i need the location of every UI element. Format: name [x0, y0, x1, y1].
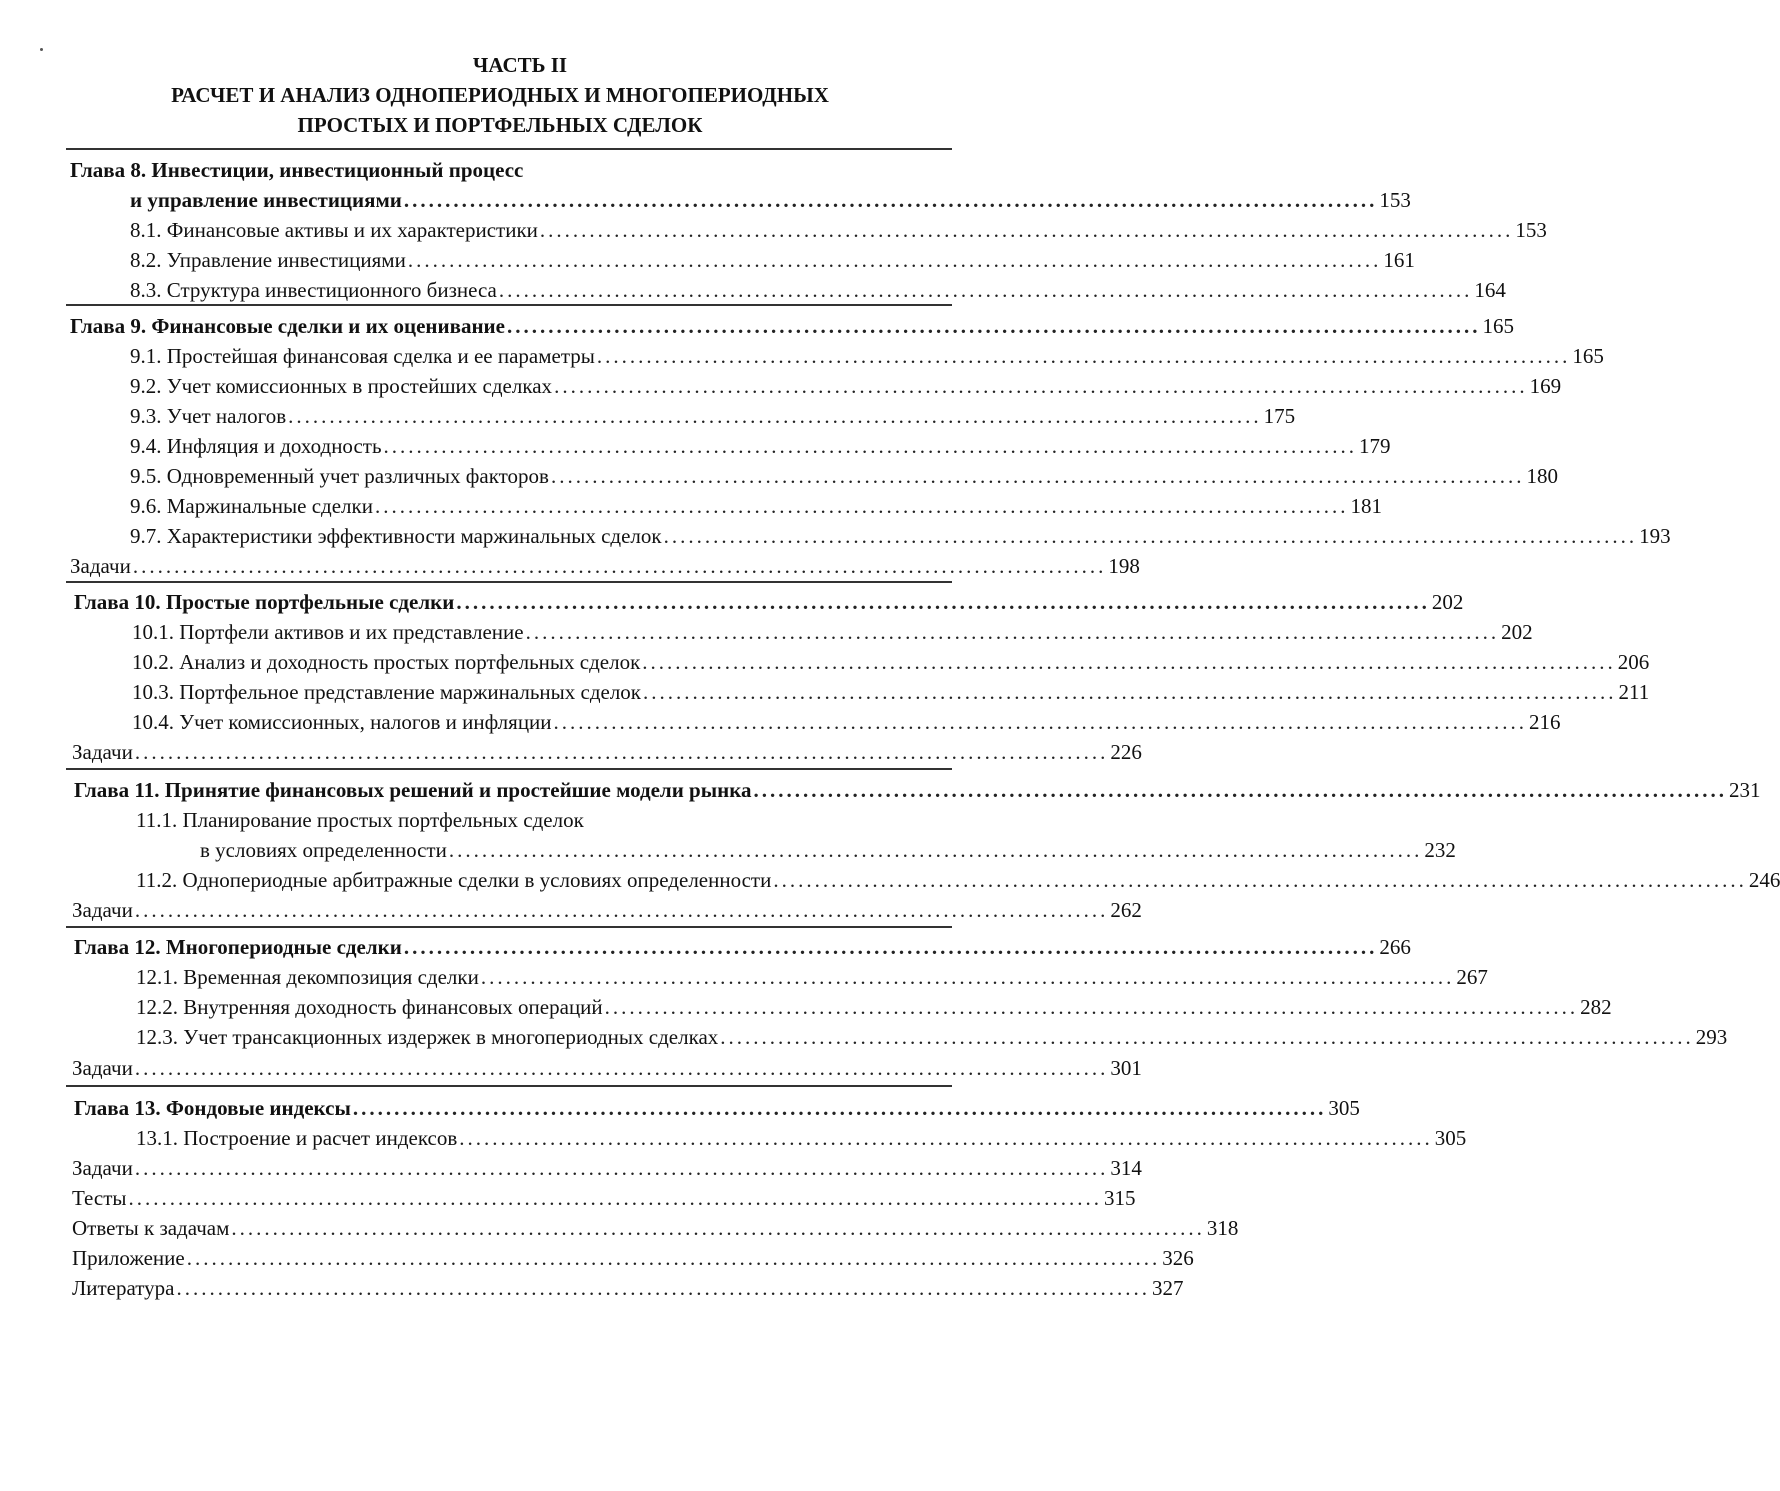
toc-page-number: 193: [1639, 524, 1671, 548]
toc-entry-label: 9.7. Характеристики эффективности маржинальных сделок: [130, 524, 662, 548]
toc-page-number: 175: [1263, 404, 1296, 428]
toc-entry-tasks-10: [72, 734, 1142, 764]
leader-dots: ......................................................................................................................: [231, 1216, 1205, 1240]
toc-entry-label: в условиях определенности: [200, 838, 447, 862]
leader-dots: ......................................................................................................................: [604, 995, 1579, 1019]
toc-entry-12-2: [136, 989, 1612, 1019]
separator: [66, 926, 952, 928]
toc-chapter-8-title: Глава 8. Инвестиции, инвестиционный процесс: [70, 158, 524, 182]
leader-dots: ......................................................................................................................: [643, 680, 1617, 704]
toc-entry-ch13: [74, 1090, 1360, 1120]
toc-entry-label: 9.5. Одновременный учет различных факторов: [130, 464, 549, 488]
toc-entry-ch11: [74, 772, 1761, 802]
toc-entry-label: Ответы к задачам: [72, 1216, 230, 1240]
separator: [66, 304, 952, 306]
toc-page-number: 318: [1206, 1216, 1239, 1240]
toc-page-number: 202: [1431, 590, 1464, 614]
toc-entry-label: Глава 11. Принятие финансовых решений и простейшие модели рынка: [74, 778, 752, 802]
toc-entry-label: 10.2. Анализ и доходность простых портфельных сделок: [132, 650, 641, 674]
toc-entry-8-1: [130, 212, 1547, 242]
toc-entry-tasks-12: [72, 1050, 1142, 1080]
toc-entry-12-1: [136, 959, 1488, 989]
scan-speck: [40, 48, 43, 51]
toc-page-number: 181: [1350, 494, 1382, 518]
leader-dots: ......................................................................................................................: [459, 1126, 1433, 1150]
toc-page-number: 211: [1618, 680, 1650, 704]
toc-entry-label: 10.4. Учет комиссионных, налогов и инфляции: [132, 710, 552, 734]
toc-page-number: 216: [1529, 710, 1561, 734]
toc-entry-8-2: [130, 242, 1415, 272]
leader-dots: ......................................................................................................................: [553, 710, 1528, 734]
toc-page-number: 206: [1617, 650, 1650, 674]
toc-entry-label: 10.3. Портфельное представление маржинальных сделок: [132, 680, 642, 704]
toc-entry-10-3: [132, 674, 1650, 704]
toc-entry-label: 8.2. Управление инвестициями: [130, 248, 406, 272]
leader-dots: ......................................................................................................................: [753, 778, 1728, 802]
toc-page-number: 180: [1526, 464, 1558, 488]
leader-dots: ......................................................................................................................: [288, 404, 1262, 428]
toc-entry-10-4: [132, 704, 1561, 734]
toc-entry-label: 9.3. Учет налогов: [130, 404, 287, 428]
toc-entry-9-3: [130, 398, 1296, 428]
toc-page-number: 305: [1434, 1126, 1467, 1150]
toc-page-number: 165: [1572, 344, 1604, 368]
toc-entry-label: Тесты: [72, 1186, 127, 1210]
toc-entry-label: Глава 13. Фондовые индексы: [74, 1096, 351, 1120]
toc-entry-label: 10.1. Портфели активов и их представление: [132, 620, 524, 644]
toc-page-number: 164: [1474, 278, 1506, 302]
leader-dots: ......................................................................................................................: [134, 1156, 1109, 1180]
toc-entry-tasks-11: [72, 892, 1142, 922]
toc-page-number: 153: [1515, 218, 1547, 242]
toc-entry-label: Глава 9. Финансовые сделки и их оценивание: [70, 314, 505, 338]
separator: [66, 148, 952, 150]
leader-dots: ......................................................................................................................: [773, 868, 1747, 892]
toc-entry-ch9: [70, 308, 1514, 338]
toc-page-number: 305: [1328, 1096, 1360, 1120]
page-headings: [0, 50, 1000, 140]
toc-page-number: 161: [1383, 248, 1415, 272]
toc-page-number: 246: [1748, 868, 1780, 892]
toc-entry-label: Задачи: [70, 554, 131, 578]
toc-page-number: 293: [1695, 1025, 1728, 1049]
toc-entry-label: 9.6. Маржинальные сделки: [130, 494, 373, 518]
toc-entry-9-4: [130, 428, 1391, 458]
toc-page-number: 226: [1110, 740, 1142, 764]
toc-entry-9-7: [130, 518, 1671, 548]
toc-entry-9-5: [130, 458, 1558, 488]
toc-entry-label: Литература: [72, 1276, 175, 1300]
toc-entry-10-1: [132, 614, 1533, 644]
leader-dots: ......................................................................................................................: [480, 965, 1455, 989]
leader-dots: ......................................................................................................................: [498, 278, 1473, 302]
toc-page-number: 267: [1456, 965, 1488, 989]
toc-entry-label: 8.3. Структура инвестиционного бизнеса: [130, 278, 497, 302]
toc-entry-label: Задачи: [72, 740, 133, 764]
toc-page-number: 165: [1482, 314, 1514, 338]
toc-page-number: 326: [1162, 1246, 1194, 1270]
part-title-line-1: РАСЧЕТ И АНАЛИЗ ОДНОПЕРИОДНЫХ И МНОГОПЕРИОДНЫХ: [171, 83, 829, 107]
leader-dots: ......................................................................................................................: [407, 248, 1382, 272]
toc-entry-label: и управление инвестициями: [130, 188, 402, 212]
toc-entry-10-2: [132, 644, 1650, 674]
toc-entry-9-6: [130, 488, 1382, 518]
toc-entry-label: 12.1. Временная декомпозиция сделки: [136, 965, 479, 989]
toc-entry-label: Задачи: [72, 1156, 133, 1180]
toc-entry-tests: [72, 1180, 1136, 1210]
toc-entry-8-3: [130, 272, 1506, 302]
toc-entry-label: Задачи: [72, 1056, 133, 1080]
toc-page-number: 179: [1359, 434, 1391, 458]
toc-entry-label: Глава 10. Простые портфельные сделки: [74, 590, 455, 614]
leader-dots: ......................................................................................................................: [539, 218, 1514, 242]
toc-entry-answers: [72, 1210, 1239, 1240]
leader-dots: ......................................................................................................................: [506, 314, 1481, 338]
toc-entry-literature: [72, 1270, 1184, 1300]
toc-page-number: 231: [1729, 778, 1761, 802]
toc-entry-ch8: [130, 182, 1411, 212]
toc-entry-label: Глава 12. Многопериодные сделки: [74, 935, 402, 959]
toc-entry-label: 12.3. Учет трансакционных издержек в многопериодных сделках: [136, 1025, 719, 1049]
toc-page-number: 282: [1580, 995, 1612, 1019]
toc-entry-11-2: [136, 862, 1780, 892]
toc-page-number: 301: [1110, 1056, 1142, 1080]
separator: [66, 581, 952, 583]
toc-entry-tasks-9: [70, 548, 1140, 578]
leader-dots: ......................................................................................................................: [642, 650, 1616, 674]
toc-section-11-1-title: 11.1. Планирование простых портфельных сделок: [136, 808, 584, 832]
leader-dots: ......................................................................................................................: [663, 524, 1638, 548]
leader-dots: ......................................................................................................................: [176, 1276, 1150, 1300]
leader-dots: ......................................................................................................................: [550, 464, 1525, 488]
part-label: ЧАСТЬ II: [472, 53, 568, 77]
leader-dots: ......................................................................................................................: [186, 1246, 1161, 1270]
toc-page-number: 153: [1379, 188, 1411, 212]
toc-entry-label: 9.2. Учет комиссионных в простейших сделках: [130, 374, 553, 398]
toc-entry-label: 9.1. Простейшая финансовая сделка и ее параметры: [130, 344, 595, 368]
toc-entry-13-1: [136, 1120, 1467, 1150]
leader-dots: ......................................................................................................................: [403, 935, 1378, 959]
leader-dots: ......................................................................................................................: [134, 898, 1109, 922]
toc-page-number: 327: [1151, 1276, 1184, 1300]
separator: [66, 1085, 952, 1087]
leader-dots: ......................................................................................................................: [134, 1056, 1109, 1080]
toc-entry-11-1: [200, 832, 1456, 862]
toc-entry-label: 13.1. Построение и расчет индексов: [136, 1126, 458, 1150]
leader-dots: ......................................................................................................................: [383, 434, 1358, 458]
leader-dots: ......................................................................................................................: [596, 344, 1571, 368]
leader-dots: ......................................................................................................................: [554, 374, 1528, 398]
part-title-line-2: ПРОСТЫХ И ПОРТФЕЛЬНЫХ СДЕЛОК: [297, 113, 703, 137]
toc-entry-9-1: [130, 338, 1604, 368]
leader-dots: ......................................................................................................................: [134, 740, 1109, 764]
leader-dots: ......................................................................................................................: [525, 620, 1500, 644]
leader-dots: ......................................................................................................................: [132, 554, 1107, 578]
toc-page-number: 315: [1103, 1186, 1136, 1210]
leader-dots: ......................................................................................................................: [448, 838, 1423, 862]
toc-page-number: 169: [1529, 374, 1562, 398]
toc-entry-ch10: [74, 584, 1464, 614]
leader-dots: ......................................................................................................................: [720, 1025, 1694, 1049]
toc-entry-appendix: [72, 1240, 1194, 1270]
toc-entry-label: Приложение: [72, 1246, 185, 1270]
toc-page-number: 314: [1110, 1156, 1142, 1180]
separator: [66, 768, 952, 770]
toc-entry-tasks-13: [72, 1150, 1142, 1180]
toc-entry-12-3: [136, 1019, 1728, 1049]
toc-entry-label: Задачи: [72, 898, 133, 922]
toc-page-number: 266: [1379, 935, 1411, 959]
toc-entry-ch12: [74, 929, 1411, 959]
leader-dots: ......................................................................................................................: [352, 1096, 1327, 1120]
leader-dots: ......................................................................................................................: [456, 590, 1430, 614]
leader-dots: ......................................................................................................................: [403, 188, 1378, 212]
toc-entry-label: 12.2. Внутренняя доходность финансовых операций: [136, 995, 603, 1019]
toc-page-number: 232: [1424, 838, 1456, 862]
toc-entry-label: 8.1. Финансовые активы и их характеристики: [130, 218, 538, 242]
toc-entry-label: 11.2. Однопериодные арбитражные сделки в условиях определенности: [136, 868, 772, 892]
toc-entry-label: 9.4. Инфляция и доходность: [130, 434, 382, 458]
leader-dots: ......................................................................................................................: [374, 494, 1349, 518]
toc-page-number: 262: [1110, 898, 1142, 922]
leader-dots: ......................................................................................................................: [128, 1186, 1102, 1210]
toc-entry-9-2: [130, 368, 1562, 398]
toc-page-number: 202: [1501, 620, 1533, 644]
toc-page-number: 198: [1108, 554, 1140, 578]
